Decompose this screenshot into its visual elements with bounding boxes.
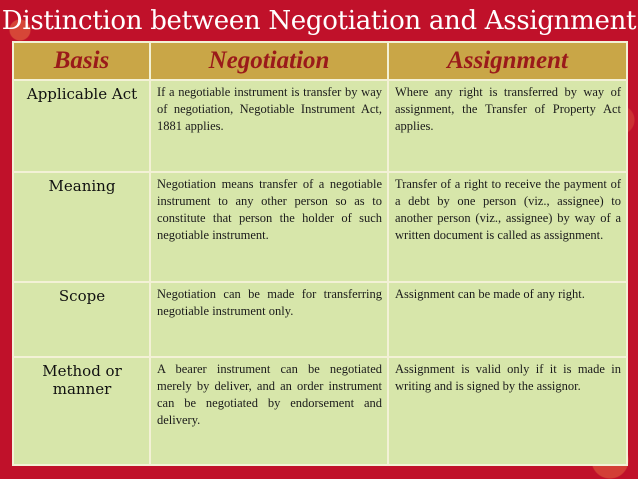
row-negotiation-cell: If a negotiable instrument is transfer by way of negotiation, Negotiable Instrument Act, 1881 applies. — [150, 80, 388, 172]
row-assignment-cell: Assignment can be made of any right. — [388, 282, 627, 357]
header-basis: Basis — [13, 42, 150, 80]
table-header-row — [13, 42, 627, 80]
row-assignment-cell: Assignment is valid only if it is made in writing and is signed by the assignor. — [388, 357, 627, 465]
table-row — [13, 282, 627, 357]
row-negotiation-cell: A bearer instrument can be negotiated merely by deliver, and an order instrument can be negotiated by endorsement and delivery. — [150, 357, 388, 465]
table-row — [13, 357, 627, 465]
comparison-table-container — [12, 41, 626, 466]
table-row — [13, 172, 627, 282]
row-basis-label: Applicable Act — [13, 80, 150, 172]
page-title: Distinction between Negotiation and Assignment — [1, 6, 637, 36]
row-basis-label: Meaning — [13, 172, 150, 282]
comparison-table — [12, 41, 628, 466]
row-negotiation-cell: Negotiation means transfer of a negotiable instrument to any other person so as to constitute that person the holder of such negotiable instrument. — [150, 172, 388, 282]
row-assignment-cell: Transfer of a right to receive the payment of a debt by one person (viz., assignee) to another person (viz., assignee) by way of a written document is called as assignment. — [388, 172, 627, 282]
header-negotiation: Negotiation — [150, 42, 388, 80]
row-basis-label: Method or manner — [13, 357, 150, 465]
row-negotiation-cell: Negotiation can be made for transferring negotiable instrument only. — [150, 282, 388, 357]
row-assignment-cell: Where any right is transferred by way of assignment, the Transfer of Property Act applies. — [388, 80, 627, 172]
header-assignment: Assignment — [388, 42, 627, 80]
table-row — [13, 80, 627, 172]
row-basis-label: Scope — [13, 282, 150, 357]
